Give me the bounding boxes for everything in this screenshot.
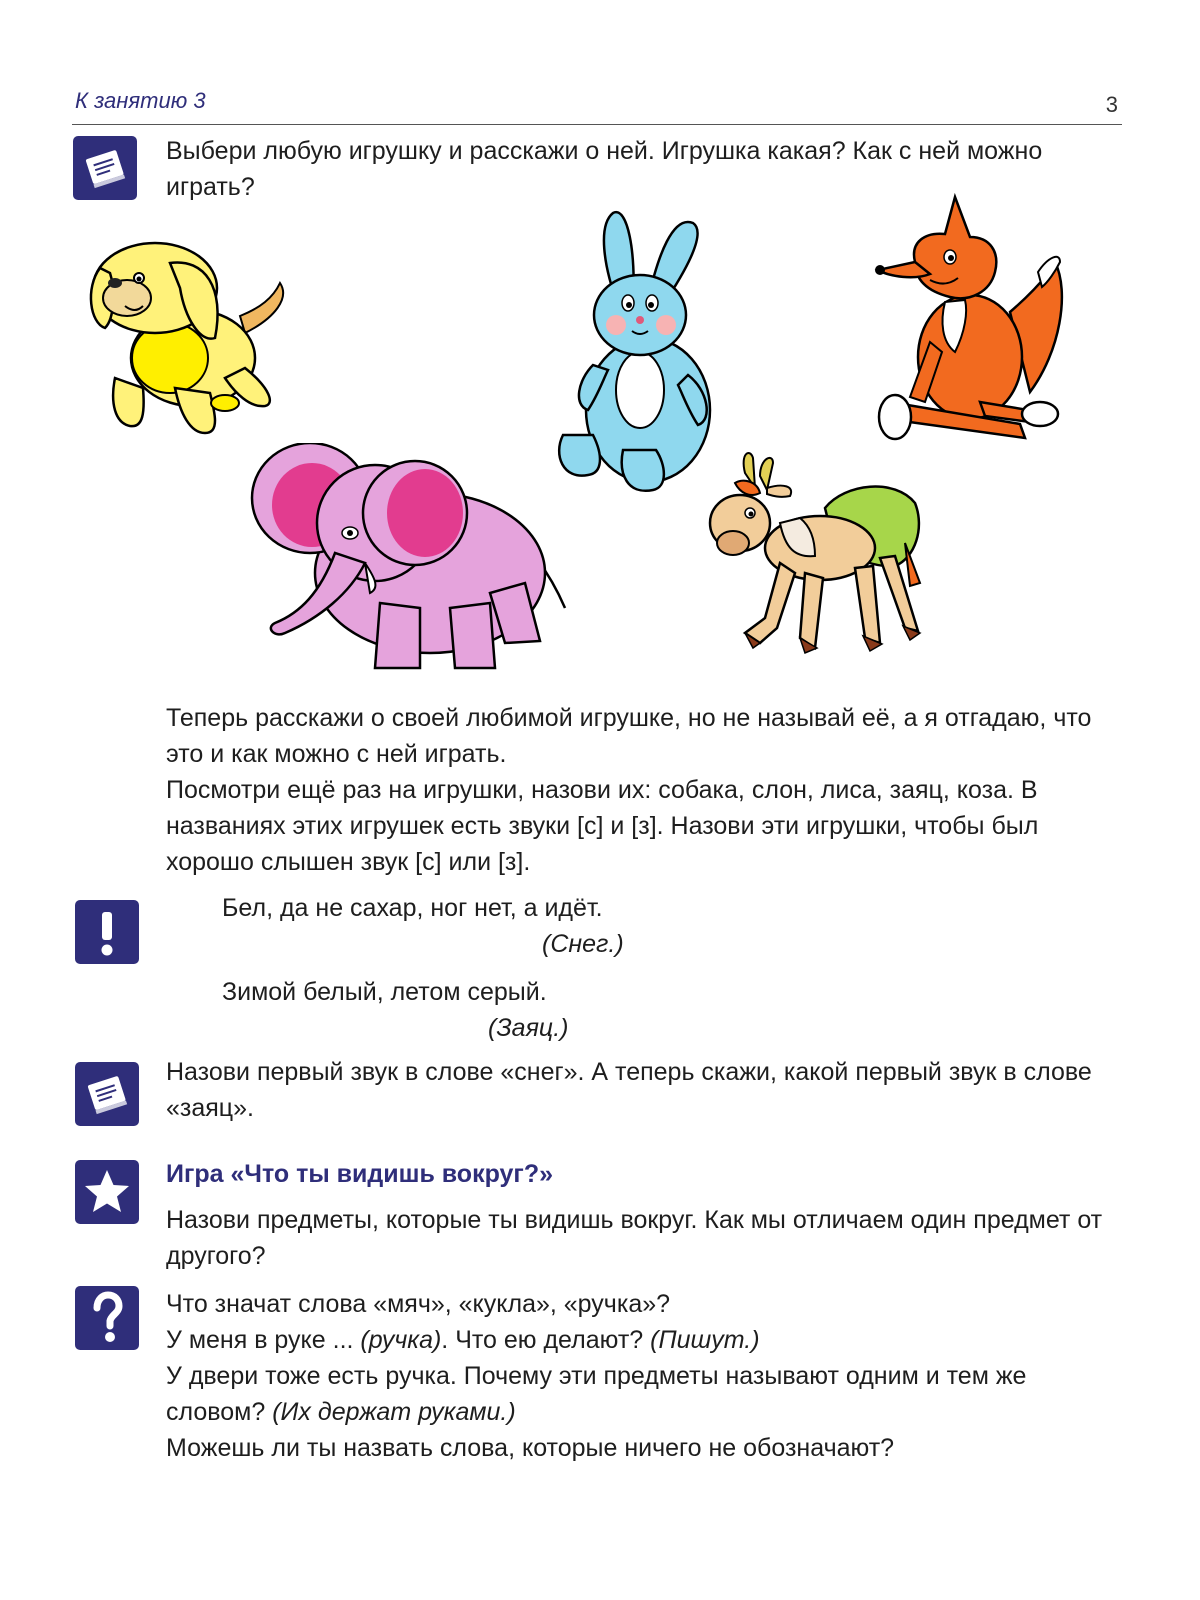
task-first-sound: Назови первый звук в слове «снег». А теперь скажи, какой первый звук в слове «заяц». bbox=[166, 1058, 1092, 1122]
section-title: К занятию 3 bbox=[75, 88, 206, 113]
task-favorite-toy bbox=[166, 700, 1126, 880]
riddle-1: Бел, да не сахар, ног нет, а идёт. bbox=[222, 894, 603, 922]
question-icon bbox=[75, 1286, 139, 1350]
fox-illustration bbox=[870, 192, 1080, 462]
paragraph-describe-toy: Теперь расскажи о своей любимой игрушке, но не называй её, а я отгадаю, что это и как можно с ней играть. bbox=[166, 704, 1092, 768]
game-description: Назови предметы, которые ты видишь вокруг. Как мы отличаем один предмет от другого? bbox=[166, 1206, 1103, 1270]
book-icon bbox=[73, 136, 137, 200]
riddle-1-answer: (Снег.) bbox=[542, 930, 624, 958]
exclamation-icon bbox=[75, 900, 139, 964]
game-title: Игра «Что ты видишь вокруг?» bbox=[166, 1160, 554, 1188]
question-door-handle: У двери тоже есть ручка. Почему эти предметы называют одним и тем же словом? (Их держат руками.) bbox=[166, 1362, 1027, 1426]
question-meaningless-words: Можешь ли ты назвать слова, которые ничего не обозначают? bbox=[166, 1434, 895, 1462]
dog-illustration bbox=[75, 228, 305, 443]
goat-illustration bbox=[705, 448, 930, 673]
header-divider bbox=[72, 124, 1122, 125]
question-words-meaning: Что значат слова «мяч», «кукла», «ручка»? bbox=[166, 1290, 671, 1318]
star-icon bbox=[75, 1160, 139, 1224]
page-number: 3 bbox=[1105, 92, 1118, 117]
questions-block bbox=[166, 1286, 1126, 1466]
paragraph-sounds: Посмотри ещё раз на игрушки, назови их: собака, слон, лиса, заяц, коза. В названиях этих игрушек есть звуки [с] и [з]. Назови эти игрушки, чтобы был хорошо слышен звук [с] или [з]. bbox=[166, 776, 1039, 876]
question-in-hand: У меня в руке ... (ручка). Что ею делают? (Пишут.) bbox=[166, 1326, 760, 1354]
riddle-2: Зимой белый, летом серый. bbox=[222, 978, 547, 1006]
book-icon bbox=[75, 1062, 139, 1126]
riddle-2-answer: (Заяц.) bbox=[488, 1014, 569, 1042]
task-choose-toy: Выбери любую игрушку и расскажи о ней. Игрушка какая? Как с ней можно играть? bbox=[166, 137, 1043, 201]
elephant-illustration bbox=[250, 443, 580, 683]
